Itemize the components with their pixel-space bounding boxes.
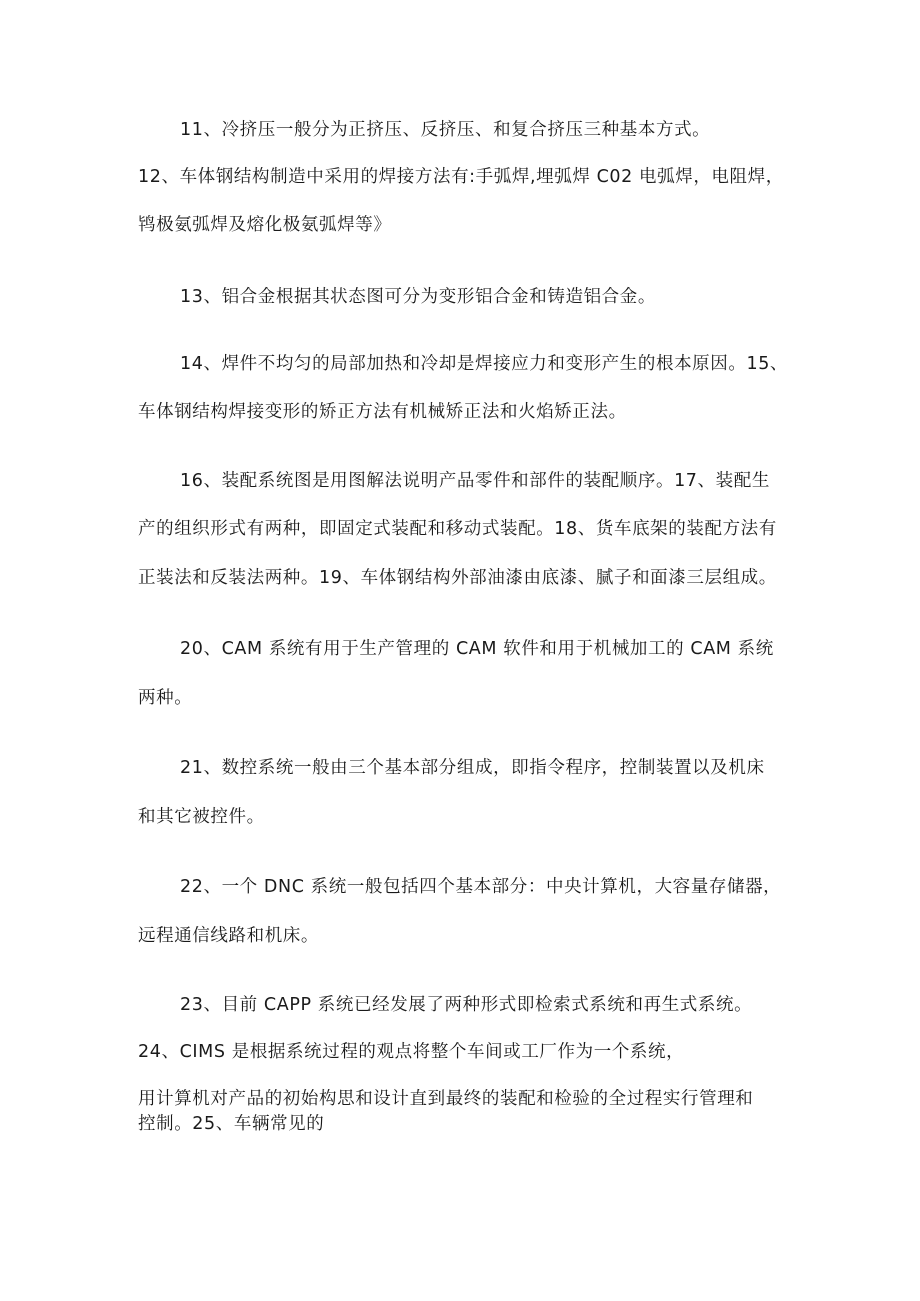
paragraph-line-24: 24、CIMS 是根据系统过程的观点将整个车间或工厂作为一个系统， xyxy=(138,1042,685,1062)
paragraph-line-12-cont: 鸨极氨弧焊及熔化极氨弧焊等》 xyxy=(138,215,392,235)
paragraph-line-14: 14、焊件不均匀的局部加热和冷却是焊接应力和变形产生的根本原因。15、 xyxy=(180,354,789,374)
paragraph-line-23: 23、目前 CAPP 系统已经发展了两种形式即检索式系统和再生式系统。 xyxy=(180,995,753,1015)
paragraph-line-25: 控制。25、车辆常见的 xyxy=(138,1114,325,1134)
paragraph-line-24-cont: 用计算机对产品的初始构思和设计直到最终的装配和检验的全过程实行管理和 xyxy=(138,1089,754,1109)
paragraph-line-20-cont: 两种。 xyxy=(138,688,193,708)
paragraph-line-22: 22、一个 DNC 系统一般包括四个基本部分：中央计算机，大容量存储器， xyxy=(180,877,782,897)
paragraph-line-21-cont: 和其它被控件。 xyxy=(138,807,265,827)
paragraph-line-11: 11、冷挤压一般分为正挤压、反挤压、和复合挤压三种基本方式。 xyxy=(180,120,711,140)
paragraph-line-16: 16、装配系统图是用图解法说明产品零件和部件的装配顺序。17、装配生 xyxy=(180,471,770,491)
paragraph-line-17: 产的组织形式有两种，即固定式装配和移动式装配。18、货车底架的装配方法有 xyxy=(138,519,777,539)
paragraph-line-22-cont: 远程通信线路和机床。 xyxy=(138,926,319,946)
paragraph-line-18: 正装法和反装法两种。19、车体钢结构外部油漆由底漆、腻子和面漆三层组成。 xyxy=(138,568,777,588)
paragraph-line-20: 20、CAM 系统有用于生产管理的 CAM 软件和用于机械加工的 CAM 系统 xyxy=(180,639,774,659)
paragraph-line-15: 车体钢结构焊接变形的矫正方法有机械矫正法和火焰矫正法。 xyxy=(138,402,627,422)
paragraph-line-21: 21、数控系统一般由三个基本部分组成，即指令程序，控制装置以及机床 xyxy=(180,758,765,778)
paragraph-line-13: 13、铝合金根据其状态图可分为变形铝合金和铸造铝合金。 xyxy=(180,287,656,307)
paragraph-line-12: 12、车体钢结构制造中采用的焊接方法有:手弧焊,埋弧焊 C02 电弧焊，电阻焊， xyxy=(138,167,784,187)
